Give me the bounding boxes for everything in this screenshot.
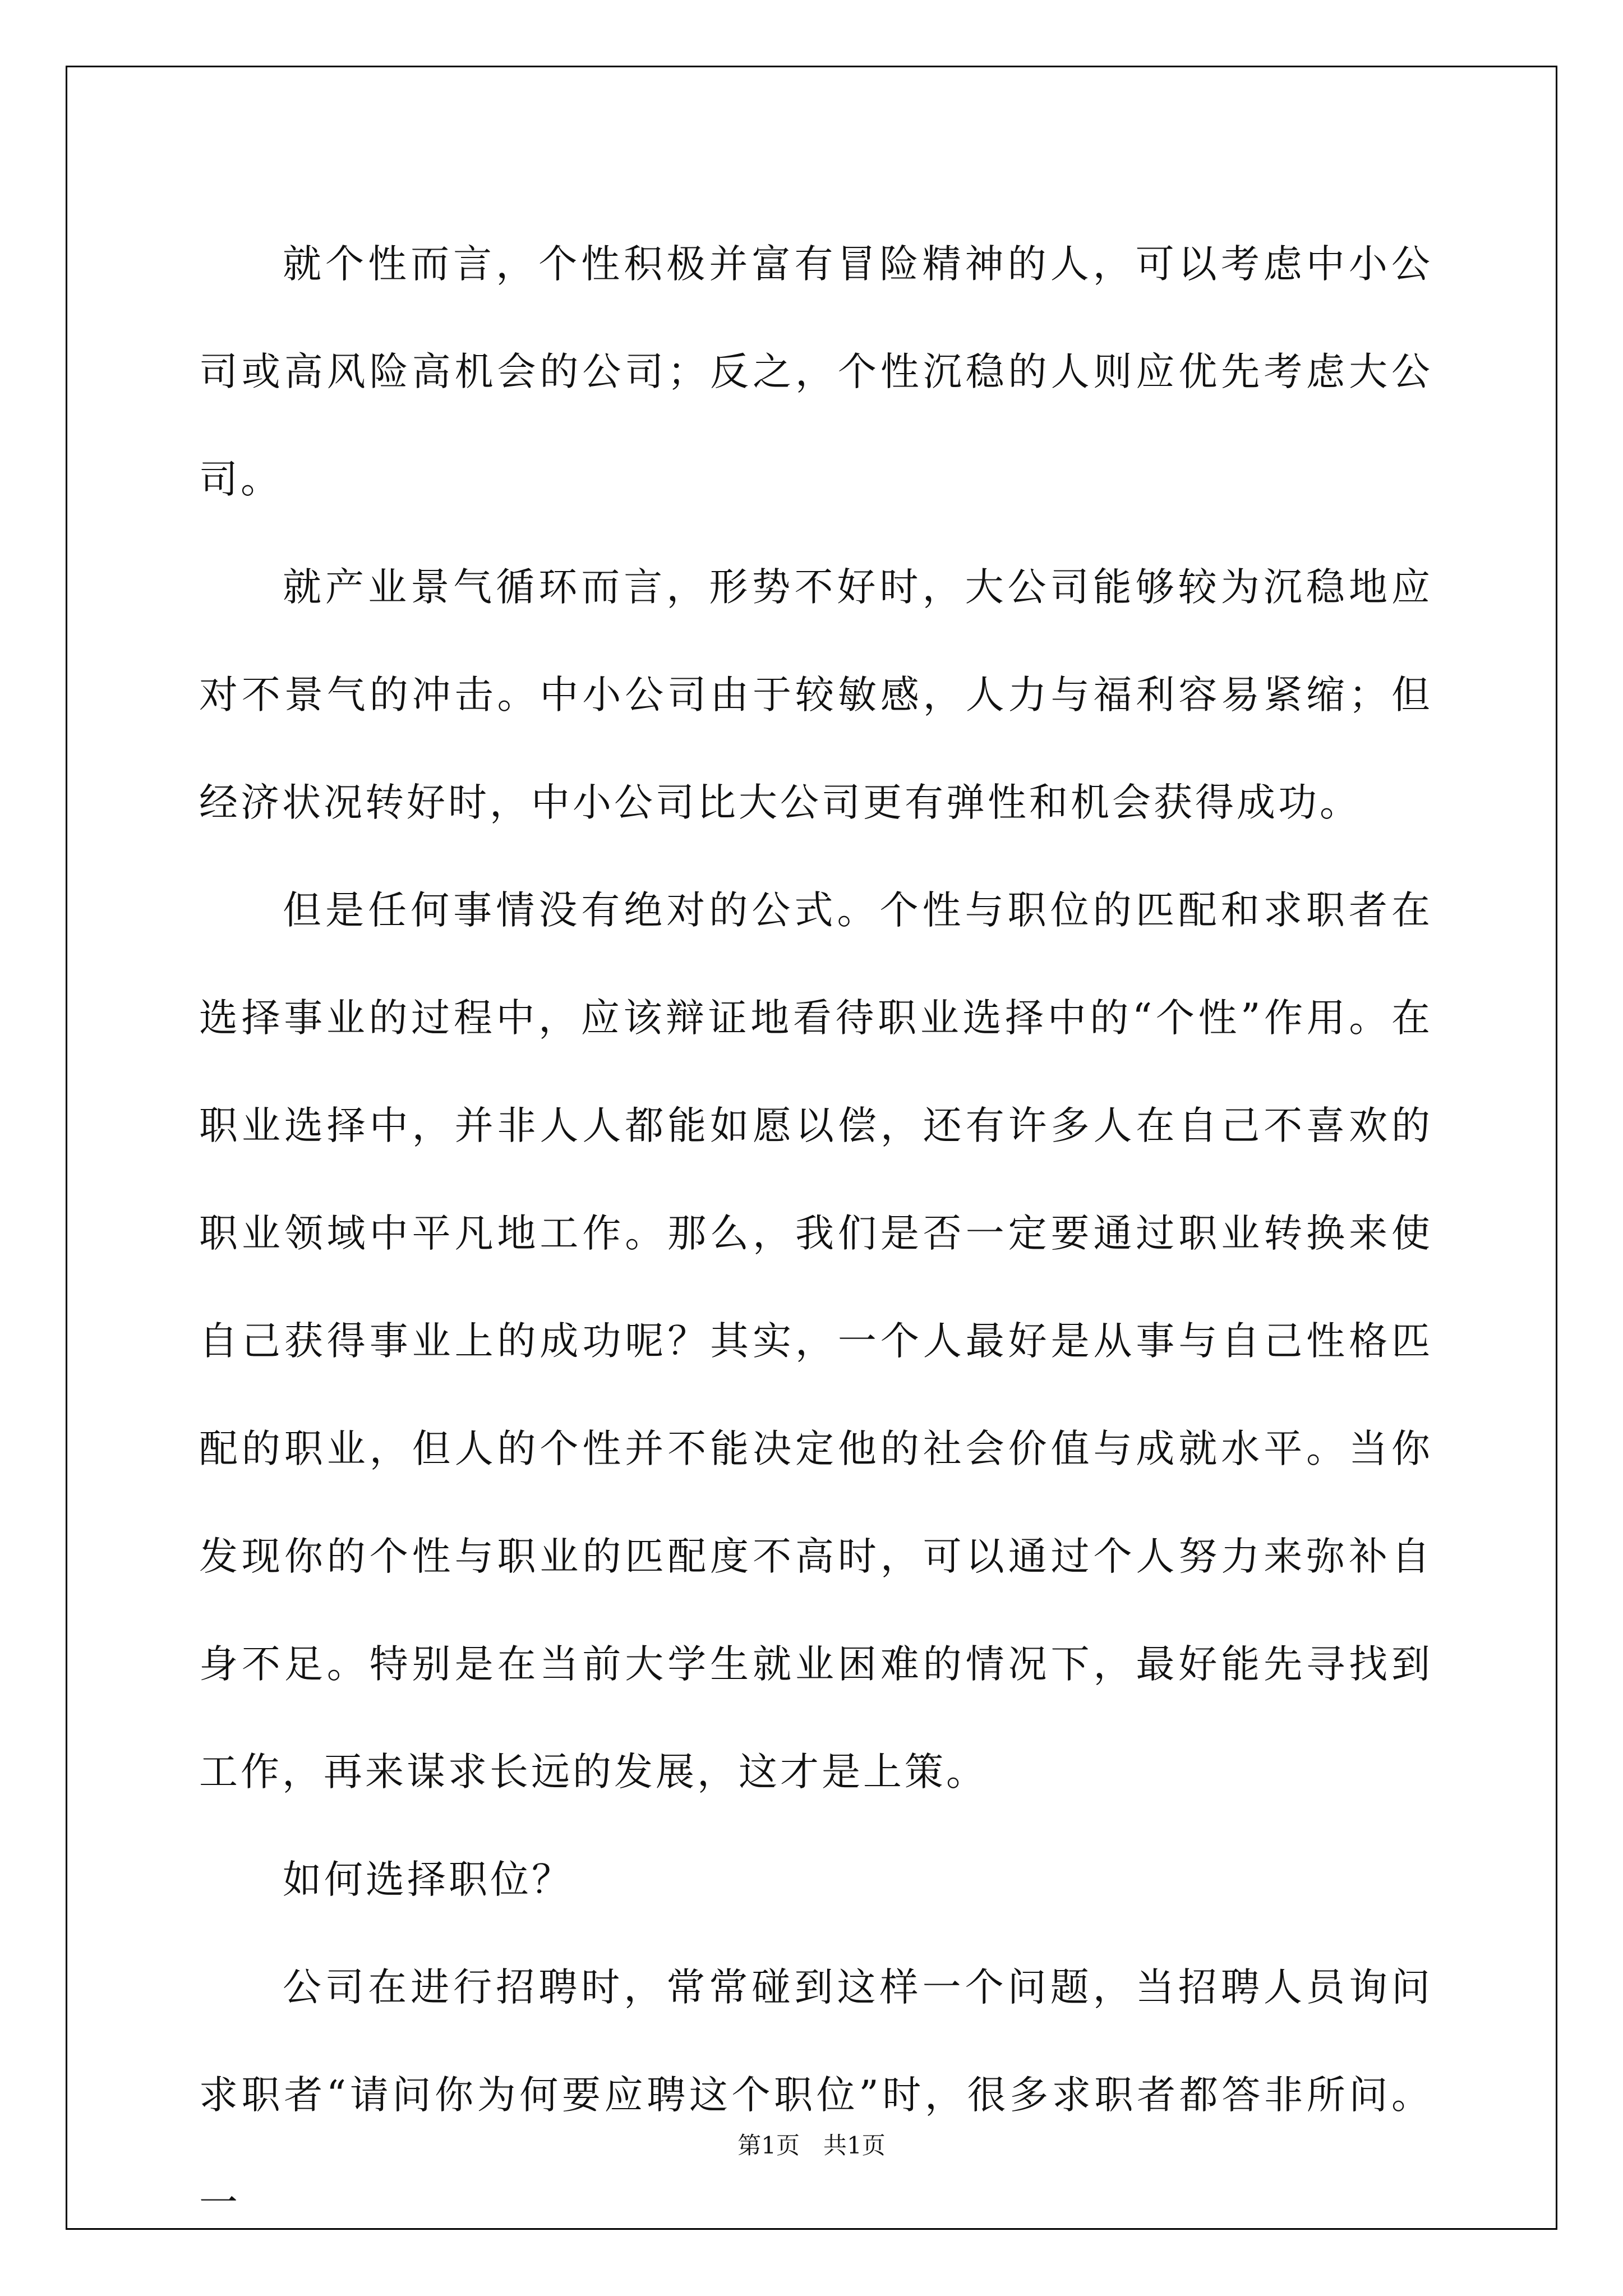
paragraph: 就个性而言，个性积极并富有冒险精神的人，可以考虑中小公司或高风险高机会的公司；反之，个性沉稳的人则应优先考虑大公司。 [199, 242, 1433, 502]
paragraph: 就产业景气循环而言，形势不好时，大公司能够较为沉稳地应对不景气的冲击。中小公司由于较敏感，人力与福利容易紧缩；但经济状况转好时，中小公司比大公司更有弹性和机会获得成功。 [199, 565, 1433, 825]
document-body [199, 210, 1433, 2257]
paragraph: 公司在进行招聘时，常常碰到这样一个问题，当招聘人员询问求职者“请问你为何要应聘这个职位”时，很多求职者都答非所问。一 [199, 1965, 1433, 2225]
page-number-footer: 第1页 共1页 [737, 2132, 886, 2159]
section-heading: 如何选择职位？ [283, 1857, 573, 1902]
paragraph: 但是任何事情没有绝对的公式。个性与职位的匹配和求职者在选择事业的过程中，应该辩证地看待职业选择中的“个性”作用。在职业选择中，并非人人都能如愿以偿，还有许多人在自己不喜欢的职业领域中平凡地工作。那么，我们是否一定要通过职业转换来使自己获得事业上的成功呢？其实，一个人最好是从事与自己性格匹配的职业，但人的个性并不能决定他的社会价值与成就水平。当你发现你的个性与职业的匹配度不高时，可以通过个人努力来弥补自身不足。特别是在当前大学生就业困难的情况下，最好能先寻找到工作，再来谋求长远的发展，这才是上策。 [199, 888, 1433, 1795]
